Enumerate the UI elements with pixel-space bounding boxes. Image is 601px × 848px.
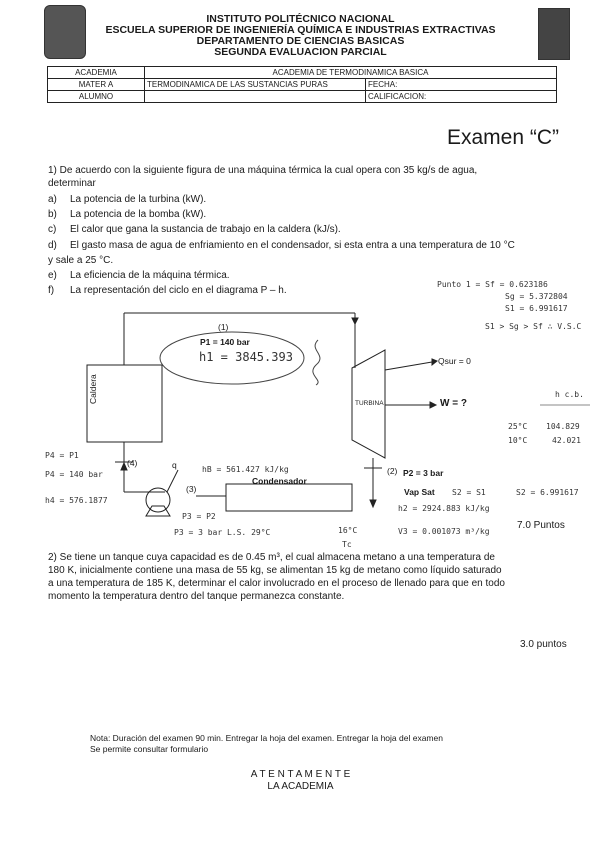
hand-p4a: P4 = P1 (45, 451, 79, 460)
q2-line1: 2) Se tiene un tanque cuya capacidad es de 0.45 m³, el cual almacena metano a una temperatura de (48, 552, 495, 563)
arrow-down-top (352, 318, 358, 324)
alumno-label: ALUMNO (48, 91, 145, 103)
materia-value: TERMODINAMICA DE LAS SUSTANCIAS PURAS (145, 79, 366, 91)
hand-punto1-c: S1 = 6.991617 (505, 304, 568, 313)
footer-note-line1: Nota: Duración del examen 90 min. Entregar la hoja del examen. Entregar la hoja del examen (90, 733, 443, 743)
header-evaluation: SEGUNDA EVALUACION PARCIAL (214, 46, 387, 58)
footer-note (90, 733, 443, 755)
q1-item-a: a) La potencia de la turbina (kW). (48, 194, 207, 205)
header-school: ESCUELA SUPERIOR DE INGENIERÍA QUÍMICA E INDUSTRIAS EXTRACTIVAS (105, 24, 496, 36)
hand-s2-value: S2 = 6.991617 (516, 488, 579, 497)
q2-line2: 180 K, inicialmente contiene una masa de 55 kg, se alimentan 15 kg de metano como líquido saturado (48, 565, 502, 576)
hand-t25: 25°C (508, 422, 528, 431)
state-3-label: (3) (186, 484, 197, 494)
q1-item-d-cont: y sale a 25 °C. (48, 254, 114, 266)
state-2-label: (2) (387, 466, 398, 476)
hand-tc: Tc (342, 540, 352, 549)
w-turbine-label: W = ? (440, 398, 467, 409)
q1-intro-line1: 1) De acuerdo con la siguiente figura de una máquina térmica la cual opera con 35 kg/s de agua, (48, 165, 478, 176)
caldera-label: Caldera (88, 374, 98, 404)
header-institute: INSTITUTO POLITÉCNICO NACIONAL (206, 13, 395, 25)
q1-item-c: c) El calor que gana la sustancia de trabajo en la caldera (kJ/s). (48, 224, 341, 236)
arrow-down-out (370, 500, 376, 507)
condensador-label: Condensador (252, 476, 307, 486)
hand-s2: S2 = S1 (452, 488, 486, 497)
exam-title: Examen “C” (446, 126, 559, 149)
condensador-box (226, 484, 352, 511)
q-sur-label: Qsur = 0 (438, 356, 471, 366)
hand-v3: V3 = 0.001073 m³/kg (398, 527, 490, 536)
q2-line3: a una temperatura de 185 K, determinar el calor involucrado en el proceso de llenado para que en todo (48, 578, 505, 589)
heat-arrow (432, 359, 437, 365)
hand-t10-value: 42.021 (552, 436, 581, 445)
hand-t10: 10°C (508, 436, 528, 445)
hand-h1: h1 = 3845.393 (199, 350, 293, 364)
hand-p4b: P4 = 140 bar (45, 470, 103, 479)
footer-academia: LA ACADEMIA (267, 781, 334, 792)
q2-points: 3.0 puntos (520, 639, 567, 650)
state-1-label: (1) (218, 322, 229, 332)
hand-compare: S1 > Sg > Sf ∴ V.S.C (485, 322, 582, 331)
header-department: DEPARTAMENTO DE CIENCIAS BASICAS (196, 35, 405, 47)
academia-label: ACADEMIA (48, 67, 145, 79)
materia-label: MATER A (48, 79, 145, 91)
hand-p3: P3 = 3 bar L.S. 29°C (174, 528, 271, 537)
hand-punto1-a: Punto 1 = Sf = 0.623186 (437, 280, 548, 289)
work-arrow (430, 402, 436, 408)
hand-p3p2: P3 = P2 (182, 512, 216, 521)
heat-line (385, 362, 432, 370)
q1-points: 7.0 Puntos (517, 520, 565, 531)
pump-work-line (167, 470, 178, 492)
p2-label: P2 = 3 bar (403, 468, 444, 478)
state-4-label: (4) (127, 458, 138, 468)
q1-intro-line2: determinar (48, 178, 96, 189)
hand-h4: h4 = 576.1877 (45, 496, 108, 505)
hand-scribble (313, 340, 320, 385)
q1-item-f: f) La representación del ciclo en el diagrama P – h. (48, 285, 287, 297)
hand-t25-value: 104.829 (546, 422, 580, 431)
q1-item-d: d) El gasto masa de agua de enfriamiento en el condensador, si esta entra a una temperatura de 10 °C (48, 239, 515, 251)
footer-atentamente: A T E N T A M E N T E (250, 769, 351, 780)
hand-punto1-b: Sg = 5.372804 (505, 292, 568, 301)
vap-sat-label: Vap Sat (404, 487, 435, 497)
calificacion-label: CALIFICACION: (366, 91, 557, 103)
fecha-label: FECHA: (366, 79, 557, 91)
turbina-label: TURBINA (355, 400, 384, 407)
caldera-box (87, 365, 162, 442)
q2-text (48, 551, 505, 603)
academia-value: ACADEMIA DE TERMODINAMICA BASICA (145, 67, 557, 79)
q1-item-b: b) La potencia de la bomba (kW). (48, 209, 207, 221)
pump-q-label: q (172, 460, 177, 470)
q2-line4: momento la temperatura dentro del tanque permanezca constante. (48, 591, 345, 602)
hand-hb: hB = 561.427 kJ/kg (202, 465, 289, 474)
hand-t16: 16°C (338, 526, 358, 535)
hand-h2: h2 = 2924.883 kJ/kg (398, 504, 490, 513)
hand-hcb: h c.b. (555, 390, 584, 399)
footer-note-line2: Se permite consultar formulario (90, 744, 209, 754)
q1-item-e: e) La eficiencia de la máquina térmica. (48, 270, 230, 282)
pump-base (146, 506, 170, 516)
p1-label: P1 = 140 bar (200, 337, 250, 347)
